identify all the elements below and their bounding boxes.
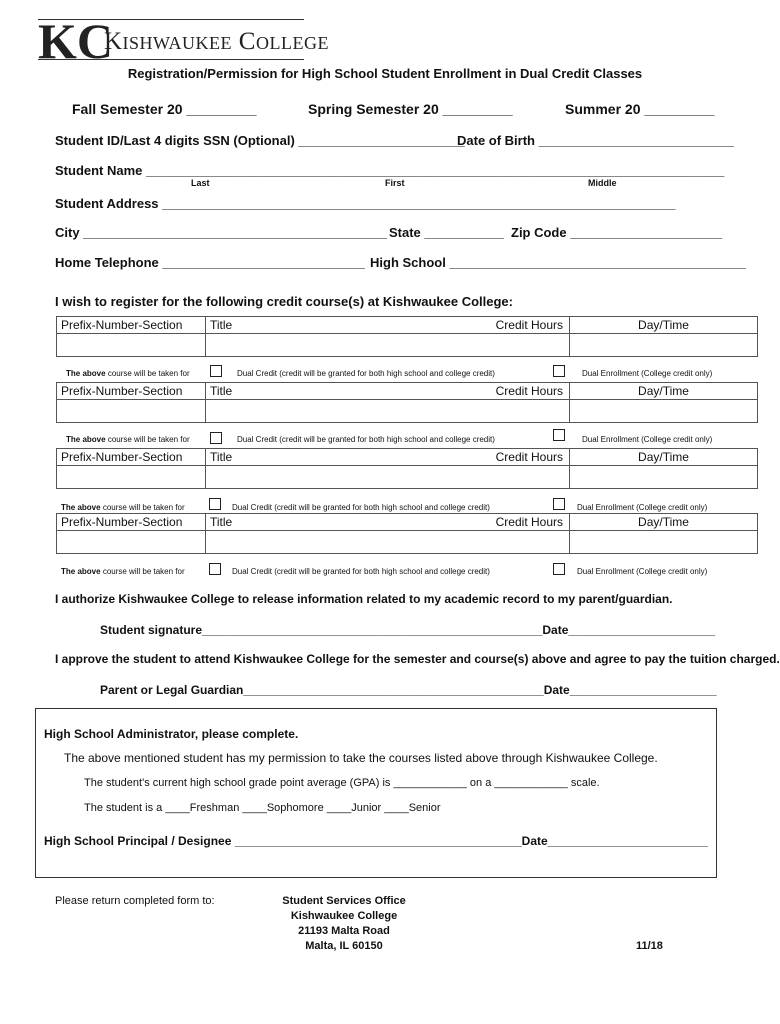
student-name-field[interactable]: Student Name ________________________________________________________________________________ [55, 163, 725, 178]
dual-credit-checkbox[interactable] [210, 365, 222, 377]
dual-enrollment-checkbox[interactable] [553, 563, 565, 575]
prefix-header: Prefix-Number-Section [57, 449, 206, 466]
admin-permission-text: The above mentioned student has my permission to take the courses listed above through Kishwaukee College. [64, 751, 658, 765]
prefix-cell[interactable] [57, 466, 206, 489]
dual-credit-label: Dual Credit (credit will be granted for both high school and college credit) [237, 369, 495, 378]
day-time-header: Day/Time [570, 514, 758, 531]
day-time-cell[interactable] [570, 400, 758, 423]
student-id-field[interactable]: Student ID/Last 4 digits SSN (Optional) _______________________ [55, 133, 465, 148]
day-time-cell[interactable] [570, 531, 758, 554]
dual-enrollment-checkbox[interactable] [553, 429, 565, 441]
tuition-approval: I approve the student to attend Kishwaukee College for the semester and course(s) above and agree to pay the tuition charged. [55, 652, 780, 666]
taken-for-text: The above course will be taken for [66, 435, 190, 444]
prefix-header: Prefix-Number-Section [57, 383, 206, 400]
name-middle-label: Middle [588, 178, 617, 188]
student-signature-field[interactable]: Student signature___________________________________________________Date______________________ [100, 623, 716, 637]
day-time-cell[interactable] [570, 466, 758, 489]
dual-credit-checkbox[interactable] [209, 563, 221, 575]
title-header: Title [210, 450, 233, 464]
guardian-signature-field[interactable]: Parent or Legal Guardian_____________________________________________Date______________________ [100, 683, 717, 697]
course-table-2 [56, 382, 758, 423]
day-time-header: Day/Time [570, 449, 758, 466]
credit-hours-header: Credit Hours [495, 384, 563, 398]
dual-enrollment-label: Dual Enrollment (College credit only) [577, 503, 708, 512]
taken-for-text: The above course will be taken for [61, 503, 185, 512]
college-address-name: Kishwaukee College [290, 910, 398, 922]
office-name: Student Services Office [282, 895, 406, 907]
student-address-field[interactable]: Student Address _______________________________________________________________________ [55, 196, 676, 211]
return-instructions: Please return completed form to: [55, 895, 215, 907]
prefix-cell[interactable] [57, 400, 206, 423]
course-table-1 [56, 316, 758, 357]
dual-enrollment-checkbox[interactable] [553, 498, 565, 510]
gpa-field[interactable]: The student's current high school grade point average (GPA) is ____________ on a ____________ scale. [84, 777, 600, 789]
dob-field[interactable]: Date of Birth ___________________________ [457, 133, 734, 148]
dual-credit-label: Dual Credit (credit will be granted for both high school and college credit) [232, 503, 490, 512]
fall-semester-field[interactable]: Fall Semester 20 _________ [72, 101, 257, 117]
taken-for-text: The above course will be taken for [66, 369, 190, 378]
form-title: Registration/Permission for High School Student Enrollment in Dual Credit Classes [127, 66, 643, 81]
prefix-cell[interactable] [57, 334, 206, 357]
dual-credit-label: Dual Credit (credit will be granted for both high school and college credit) [237, 435, 495, 444]
college-logo-mark [38, 13, 113, 69]
prefix-header: Prefix-Number-Section [57, 317, 206, 334]
title-header: Title [210, 384, 233, 398]
day-time-header: Day/Time [570, 383, 758, 400]
college-name: Kishwaukee College [104, 28, 329, 55]
zip-field[interactable]: Zip Code _____________________ [511, 225, 723, 240]
logo-letters: KC [38, 13, 113, 69]
title-header: Title [210, 318, 233, 332]
taken-for-text: The above course will be taken for [61, 567, 185, 576]
dual-credit-checkbox[interactable] [209, 498, 221, 510]
course-table-4 [56, 513, 758, 554]
title-cell[interactable] [206, 466, 570, 489]
course-table-3 [56, 448, 758, 489]
home-telephone-field[interactable]: Home Telephone ____________________________ [55, 255, 365, 270]
credit-hours-header: Credit Hours [495, 318, 563, 332]
courses-intro: I wish to register for the following credit course(s) at Kishwaukee College: [55, 294, 513, 309]
title-cell[interactable] [206, 334, 570, 357]
dual-enrollment-label: Dual Enrollment (College credit only) [582, 369, 713, 378]
city-field[interactable]: City __________________________________________ [55, 225, 387, 240]
dual-enrollment-checkbox[interactable] [553, 365, 565, 377]
summer-field[interactable]: Summer 20 _________ [565, 101, 715, 117]
form-revision-date: 11/18 [636, 940, 663, 952]
principal-signature-field[interactable]: High School Principal / Designee ___________________________________________Date________________________ [44, 834, 708, 848]
high-school-field[interactable]: High School _________________________________________ [370, 255, 746, 270]
title-cell[interactable] [206, 400, 570, 423]
title-header: Title [210, 515, 233, 529]
grade-level-field[interactable]: The student is a ____Freshman ____Sophomore ____Junior ____Senior [84, 802, 441, 814]
name-first-label: First [385, 178, 405, 188]
title-cell[interactable] [206, 531, 570, 554]
release-authorization: I authorize Kishwaukee College to release information related to my academic record to my parent/guardian. [55, 592, 673, 606]
name-last-label: Last [191, 178, 210, 188]
city-state-zip: Malta, IL 60150 [305, 940, 383, 952]
administrator-section [35, 708, 717, 878]
day-time-header: Day/Time [570, 317, 758, 334]
dual-credit-label: Dual Credit (credit will be granted for both high school and college credit) [232, 567, 490, 576]
dual-enrollment-label: Dual Enrollment (College credit only) [582, 435, 713, 444]
credit-hours-header: Credit Hours [495, 515, 563, 529]
dual-credit-checkbox[interactable] [210, 432, 222, 444]
street-address: 21193 Malta Road [298, 925, 390, 937]
prefix-header: Prefix-Number-Section [57, 514, 206, 531]
prefix-cell[interactable] [57, 531, 206, 554]
admin-heading: High School Administrator, please complete. [44, 727, 299, 741]
state-field[interactable]: State ___________ [389, 225, 504, 240]
dual-enrollment-label: Dual Enrollment (College credit only) [577, 567, 708, 576]
day-time-cell[interactable] [570, 334, 758, 357]
credit-hours-header: Credit Hours [495, 450, 563, 464]
spring-semester-field[interactable]: Spring Semester 20 _________ [308, 101, 513, 117]
